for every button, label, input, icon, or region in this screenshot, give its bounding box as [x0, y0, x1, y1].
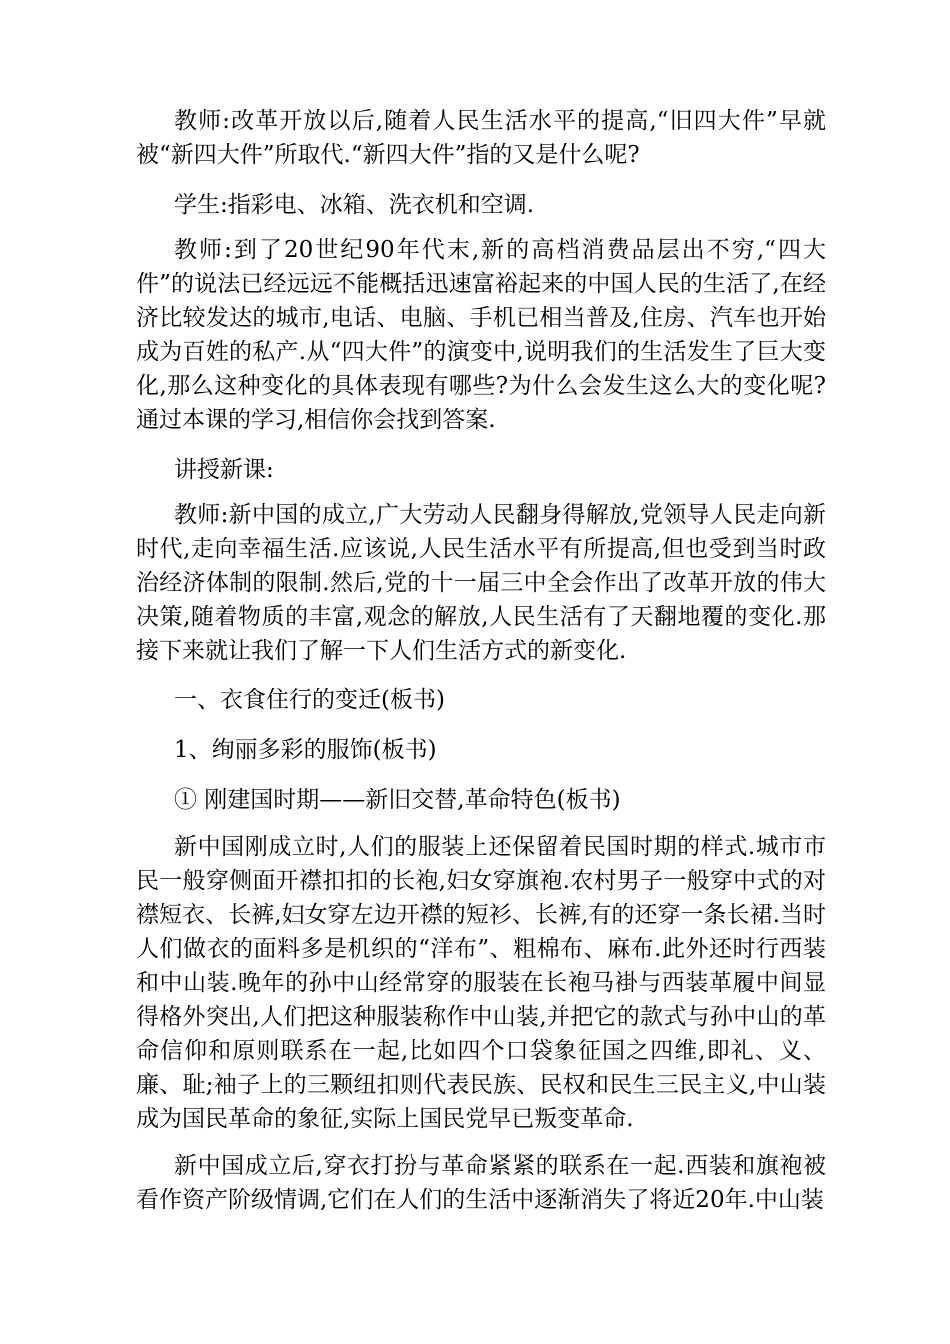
paragraph-3: 教师:到了20世纪90年代末,新的高档消费品层出不穷,“四大件”的说法已经远远不能概括迅速富裕起来的中国人民的生活了,在经济比较发达的城市,电话、电脑、手机已相当普及,住房、汽车也开始成为百姓的私产.从“四大件”的演变中,说明我们的生活发生了巨大变化,那么这种变化的具体表现有哪些?为什么会发生这么大的变化呢?通过本课的学习,相信你会找到答案.: [136, 237, 826, 433]
paragraph-2: 学生:指彩电、冰箱、洗衣机和空调.: [174, 192, 535, 218]
section-heading-lecture: 讲授新课:: [174, 457, 274, 483]
heading-level-2: 1、绚丽多彩的服饰(板书): [174, 737, 437, 763]
heading-level-3: ① 刚建国时期——新旧交替,革命特色(板书): [174, 787, 621, 813]
paragraph-1: 教师:改革开放以后,随着人民生活水平的提高,“旧四大件”早就被“新四大件”所取代.“新四大件”指的又是什么呢?: [136, 108, 826, 168]
paragraph-5: 教师:新中国的成立,广大劳动人民翻身得解放,党领导人民走向新时代,走向幸福生活.应该说,人民生活水平有所提高,但也受到当时政治经济体制的限制.然后,党的十一届三中全会作出了改革开放的伟大决策,随着物质的丰富,观念的解放,人民生活有了天翻地覆的变化.那接下来就让我们了解一下人们生活方式的新变化.: [136, 502, 826, 664]
paragraph-9: 新中国刚成立时,人们的服装上还保留着民国时期的样式.城市市民一般穿侧面开襟扣扣的长袍,妇女穿旗袍.农村男子一般穿中式的对襟短衣、长裤,妇女穿左边开襟的短衫、长裤,有的还穿一条长裙.当时人们做衣的面料多是机织的“洋布”、粗棉布、麻布.此外还时行西装和中山装.晚年的孙中山经常穿的服装在长袍马褂与西装革履中间显得格外突出,人们把这种服装称作中山装,并把它的款式与孙中山的革命信仰和原则联系在一起,比如四个口袋象征国之四维,即礼、义、廉、耻;袖子上的三颗纽扣则代表民族、民权和民生三民主义,中山装成为国民革命的象征,实际上国民党早已叛变革命.: [136, 834, 826, 1132]
heading-level-1: 一、衣食住行的变迁(板书): [174, 687, 445, 713]
paragraph-10: 新中国成立后,穿衣打扮与革命紧紧的联系在一起.西装和旗袍被看作资产阶级情调,它们在人们的生活中逐渐消失了将近20年.中山装: [136, 1153, 826, 1213]
